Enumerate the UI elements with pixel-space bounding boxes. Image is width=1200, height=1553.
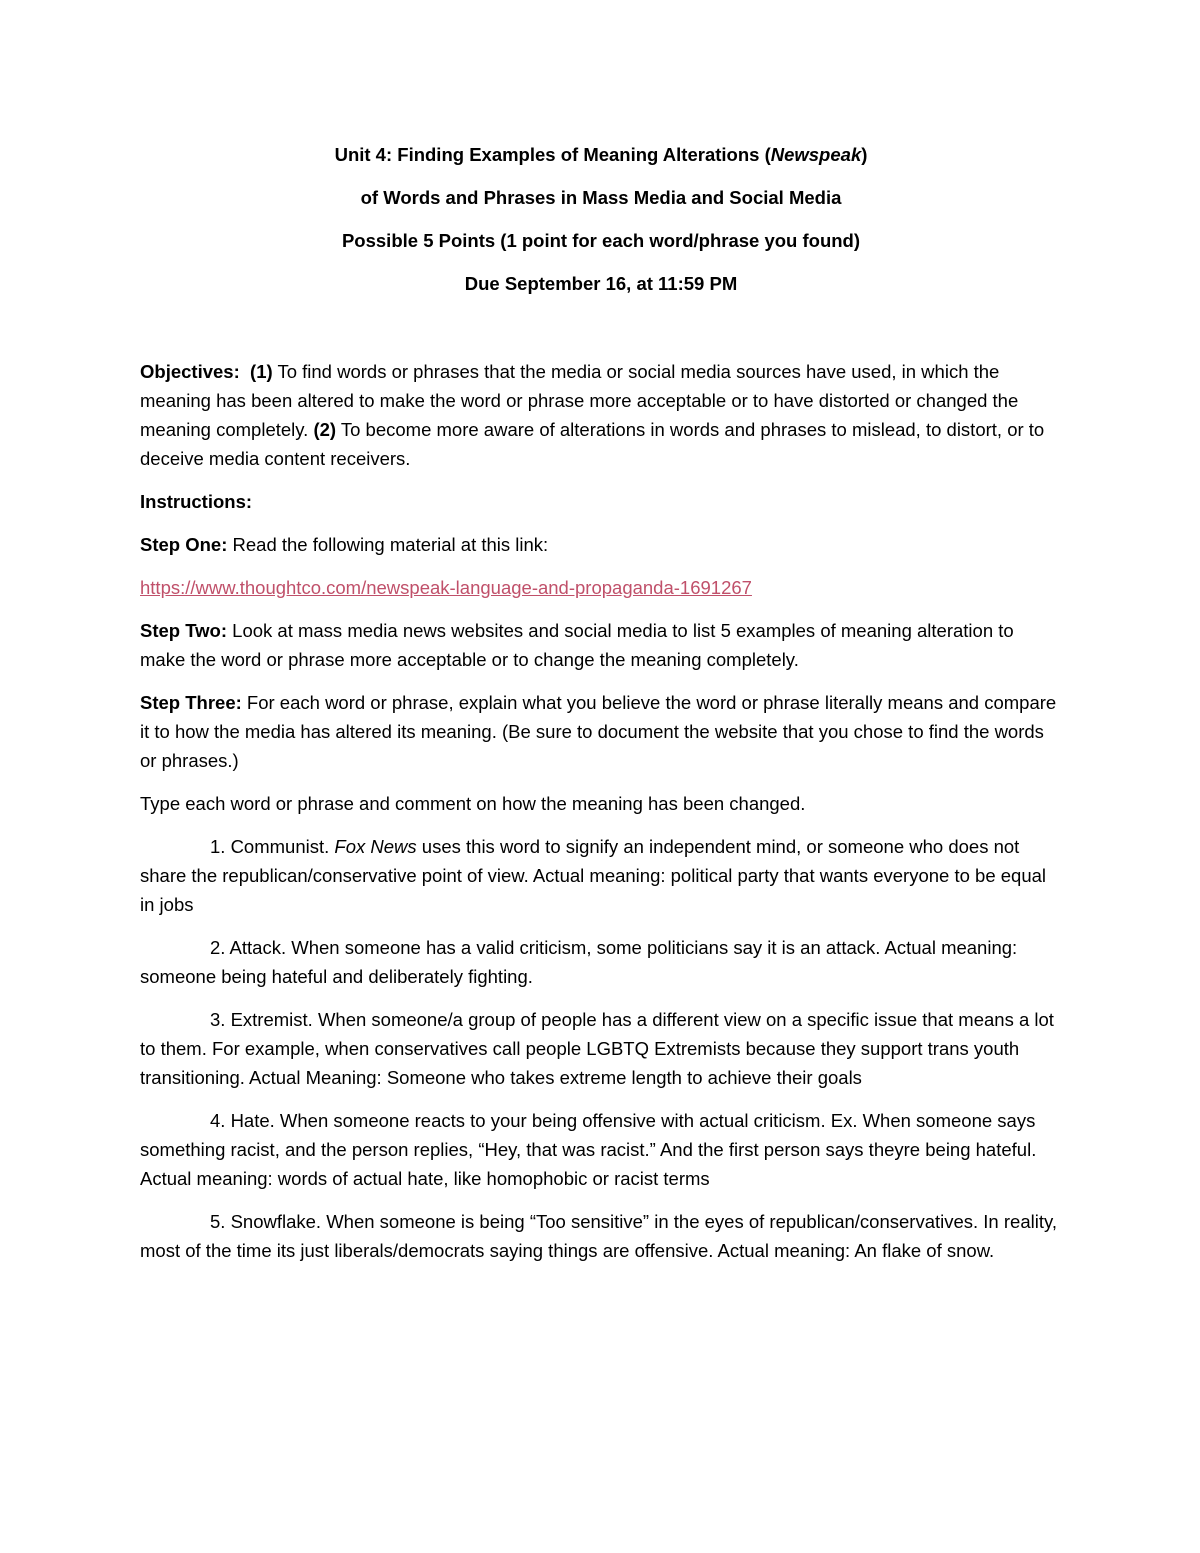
step-one-label: Step One: <box>140 534 228 555</box>
step-one-text: Read the following material at this link: <box>227 534 549 555</box>
answer-item-5: 5. Snowflake. When someone is being “Too sensitive” in the eyes of republican/conservatives. In reality, most of the time its just liberals/democrats saying things are offensive. Actual meaning: An flake of snow. <box>140 1211 1057 1261</box>
type-each-instruction: Type each word or phrase and comment on how the meaning has been changed. <box>140 793 806 814</box>
objective-number-1: (1) <box>250 361 273 382</box>
step-three-text: For each word or phrase, explain what you believe the word or phrase literally means and compare it to how the media has altered its meaning. (Be sure to document the website that you chose to find the words or phrases.) <box>140 692 1057 771</box>
step-three-paragraph <box>140 688 1062 775</box>
instructions-heading <box>140 487 1062 516</box>
answer-1-rest: uses this word to signify an independent mind, or someone who does not share the republican/conservative point of view. Actual meaning: political party that wants everyone to be equal in jobs <box>140 836 1047 915</box>
objectives-paragraph <box>140 357 1062 473</box>
title-italic-newspeak: Newspeak <box>770 144 862 165</box>
answer-item-1 <box>140 832 1062 919</box>
answer-item-2: 2. Attack. When someone has a valid criticism, some politicians say it is an attack. Actual meaning: someone being hateful and deliberately fighting. <box>140 937 1018 987</box>
title-text-start: Unit 4: Finding Examples of Meaning Alterations ( <box>334 144 771 165</box>
title-text-end: ) <box>861 144 868 165</box>
link-paragraph <box>140 573 1062 602</box>
objectives-label: Objectives: <box>140 361 240 382</box>
answer-1-start: 1. Communist. <box>210 836 335 857</box>
step-three-label: Step Three: <box>140 692 242 713</box>
thoughtco-link[interactable]: https://www.thoughtco.com/newspeak-language-and-propaganda-1691267 <box>140 577 752 598</box>
document-body <box>140 140 1062 1279</box>
step-one-paragraph <box>140 530 1062 559</box>
assignment-points: Possible 5 Points (1 point for each word/phrase you found) <box>341 230 861 251</box>
assignment-header <box>140 140 1062 298</box>
objective-text-2: To become more aware of alterations in words and phrases to mislead, to distort, or to deceive media content receivers. <box>140 419 1045 469</box>
answer-item-4: 4. Hate. When someone reacts to your being offensive with actual criticism. Ex. When someone says something racist, and the person replies, “Hey, that was racist.” And the first person says theyre being hateful. Actual meaning: words of actual hate, like homophobic or racist terms <box>140 1110 1037 1189</box>
step-two-text: Look at mass media news websites and social media to list 5 examples of meaning alteration to make the word or phrase more acceptable or to change the meaning completely. <box>140 620 1014 670</box>
assignment-subtitle: of Words and Phrases in Mass Media and Social Media <box>360 187 842 208</box>
assignment-title <box>140 140 1062 169</box>
objective-text-1: To find words or phrases that the media or social media sources have used, in which the meaning has been altered to make the word or phrase more acceptable or to have distorted or changed the meaning completely. <box>140 361 1019 440</box>
step-two-paragraph <box>140 616 1062 674</box>
objective-number-2: (2) <box>313 419 337 440</box>
instructions-label: Instructions: <box>140 491 253 512</box>
answer-item-3: 3. Extremist. When someone/a group of people has a different view on a specific issue that means a lot to them. For example, when conservatives call people LGBTQ Extremists because they support trans youth transitioning. Actual Meaning: Someone who takes extreme length to achieve their goals <box>140 1009 1054 1088</box>
assignment-due-date: Due September 16, at 11:59 PM <box>464 273 738 294</box>
step-two-label: Step Two: <box>140 620 228 641</box>
answer-1-italic: Fox News <box>334 836 417 857</box>
